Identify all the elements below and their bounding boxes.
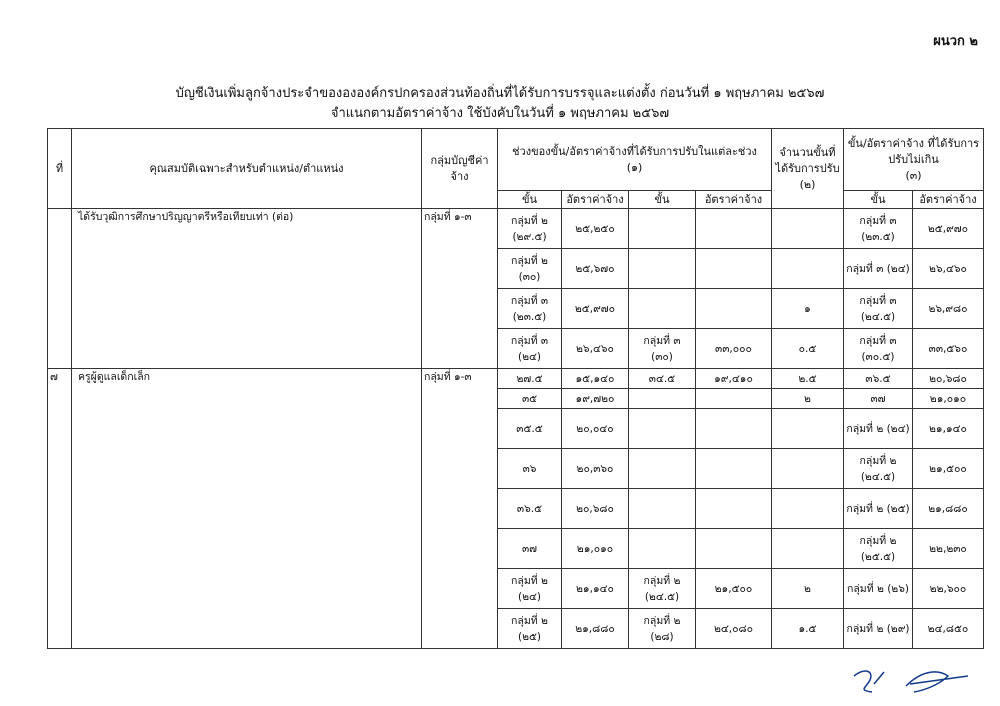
range-step-from: ๓๖ xyxy=(498,449,562,489)
max-rate: ๒๑,๐๑๐ xyxy=(913,389,984,409)
group-cell: กลุ่มที่ ๑-๓ xyxy=(422,369,498,649)
max-rate: ๒๒,๒๓๐ xyxy=(913,529,984,569)
range-rate-from: ๒๑,๑๔๐ xyxy=(562,569,629,609)
steps-adjusted: ๒ xyxy=(772,569,844,609)
range-rate-to: ๒๔,๐๘๐ xyxy=(696,609,772,649)
group-cell: กลุ่มที่ ๑-๓ xyxy=(422,209,498,369)
steps-adjusted: ๒ xyxy=(772,389,844,409)
steps-adjusted xyxy=(772,449,844,489)
range-rate-to xyxy=(696,389,772,409)
range-rate-to xyxy=(696,489,772,529)
range-rate-to: ๒๑,๕๐๐ xyxy=(696,569,772,609)
document-title: บัญชีเงินเพิ่มลูกจ้างประจำของององค์กรปกครองส่วนท้องถิ่นที่ได้รับการบรรจุและแต่งตั้ง ก่อนวันที่ ๑ พฤษภาคม ๒๕๖๗ xyxy=(175,86,825,101)
range-step-from: กลุ่มที่ ๓ (๒๔) xyxy=(498,329,562,369)
range-step-to: กลุ่มที่ ๓ (๓๐) xyxy=(629,329,696,369)
max-rate: ๒๕,๙๗๐ xyxy=(913,209,984,249)
max-step: กลุ่มที่ ๒ (๒๕.๕) xyxy=(844,529,913,569)
subheader-step: ขั้น xyxy=(498,191,562,209)
range-step-from: กลุ่มที่ ๒ (๒๕) xyxy=(498,609,562,649)
max-rate: ๒๑,๑๔๐ xyxy=(913,409,984,449)
steps-adjusted xyxy=(772,209,844,249)
max-rate: ๒๖,๙๘๐ xyxy=(913,289,984,329)
header-maxrate xyxy=(844,129,984,191)
range-rate-to xyxy=(696,449,772,489)
range-step-from: กลุ่มที่ ๒ (๒๙.๕) xyxy=(498,209,562,249)
max-rate: ๒๔,๘๕๐ xyxy=(913,609,984,649)
steps-adjusted: ๒.๕ xyxy=(772,369,844,389)
max-step: กลุ่มที่ ๒ (๒๔) xyxy=(844,409,913,449)
table-row xyxy=(48,369,984,389)
document-subtitle: จำแนกตามอัตราค่าจ้าง ใช้บังคับในวันที่ ๑ พฤษภาคม ๒๕๖๗ xyxy=(330,106,670,121)
header-no: ที่ xyxy=(48,129,72,209)
range-rate-from: ๒๐,๐๔๐ xyxy=(562,409,629,449)
header-range xyxy=(498,129,772,191)
max-step: กลุ่มที่ ๓ (๒๔.๕) xyxy=(844,289,913,329)
header-steps-label: จำนวนขั้นที่ได้รับการปรับ xyxy=(775,145,840,175)
range-step-to: กลุ่มที่ ๒ (๒๘) xyxy=(629,609,696,649)
range-rate-to xyxy=(696,289,772,329)
max-rate: ๒๖,๔๖๐ xyxy=(913,249,984,289)
range-step-from: กลุ่มที่ ๒ (๓๐) xyxy=(498,249,562,289)
range-rate-to xyxy=(696,209,772,249)
steps-adjusted xyxy=(772,409,844,449)
subheader-rate: อัตราค่าจ้าง xyxy=(913,191,984,209)
max-rate: ๒๑,๘๘๐ xyxy=(913,489,984,529)
max-rate: ๓๓,๕๖๐ xyxy=(913,329,984,369)
steps-adjusted xyxy=(772,249,844,289)
range-step-to xyxy=(629,249,696,289)
range-rate-to xyxy=(696,529,772,569)
range-step-to xyxy=(629,449,696,489)
header-maxrate-label: ขั้น/อัตราค่าจ้าง ที่ได้รับการปรับไม่เกิน xyxy=(847,136,980,166)
range-rate-from: ๒๕,๒๕๐ xyxy=(562,209,629,249)
qualification-cell: ครูผู้ดูแลเด็กเล็ก xyxy=(72,369,422,649)
range-step-to xyxy=(629,389,696,409)
table-row xyxy=(48,209,984,249)
range-step-from: กลุ่มที่ ๓ (๒๓.๕) xyxy=(498,289,562,329)
max-step: กลุ่มที่ ๒ (๒๙) xyxy=(844,609,913,649)
range-step-from: ๓๕ xyxy=(498,389,562,409)
subheader-step: ขั้น xyxy=(629,191,696,209)
max-step: กลุ่มที่ ๓ (๓๐.๕) xyxy=(844,329,913,369)
range-rate-from: ๒๐,๖๘๐ xyxy=(562,489,629,529)
max-step: กลุ่มที่ ๒ (๒๔.๕) xyxy=(844,449,913,489)
max-rate: ๒๑,๕๐๐ xyxy=(913,449,984,489)
range-rate-to: ๑๙,๔๑๐ xyxy=(696,369,772,389)
steps-adjusted: ๐.๕ xyxy=(772,329,844,369)
range-step-from: ๒๗.๕ xyxy=(498,369,562,389)
steps-adjusted xyxy=(772,529,844,569)
range-step-from: ๓๖.๕ xyxy=(498,489,562,529)
range-step-to xyxy=(629,289,696,329)
max-step: กลุ่มที่ ๒ (๒๕) xyxy=(844,489,913,529)
range-step-from: กลุ่มที่ ๒ (๒๔) xyxy=(498,569,562,609)
signature-mark xyxy=(850,662,980,702)
range-rate-to xyxy=(696,409,772,449)
annex-label: ผนวก ๒ xyxy=(933,34,978,49)
steps-adjusted: ๑ xyxy=(772,289,844,329)
header-range-label: ช่วงของขั้น/อัตราค่าจ้างที่ได้รับการปรับในแต่ละช่วง xyxy=(512,144,757,158)
range-rate-from: ๒๕,๖๗๐ xyxy=(562,249,629,289)
max-step: ๓๖.๕ xyxy=(844,369,913,389)
range-rate-from: ๑๕,๑๔๐ xyxy=(562,369,629,389)
range-rate-from: ๒๕,๙๗๐ xyxy=(562,289,629,329)
max-step: กลุ่มที่ ๒ (๒๖) xyxy=(844,569,913,609)
header-qualification: คุณสมบัติเฉพาะสำหรับตำแหน่ง/ตำแหน่ง xyxy=(72,129,422,209)
header-range-number: (๑) xyxy=(626,160,643,174)
max-rate: ๒๐,๖๘๐ xyxy=(913,369,984,389)
range-step-from: ๓๕.๕ xyxy=(498,409,562,449)
wage-table xyxy=(47,128,984,649)
range-step-to: ๓๔.๕ xyxy=(629,369,696,389)
range-rate-from: ๒๑,๐๑๐ xyxy=(562,529,629,569)
range-step-to xyxy=(629,209,696,249)
subheader-rate: อัตราค่าจ้าง xyxy=(562,191,629,209)
range-step-to xyxy=(629,409,696,449)
header-group: กลุ่มบัญชีค่าจ้าง xyxy=(422,129,498,209)
row-number: ๗ xyxy=(48,369,72,649)
range-rate-from: ๑๙,๗๒๐ xyxy=(562,389,629,409)
max-rate: ๒๒,๖๐๐ xyxy=(913,569,984,609)
range-step-to xyxy=(629,489,696,529)
range-rate-from: ๒๑,๘๘๐ xyxy=(562,609,629,649)
range-rate-to xyxy=(696,249,772,289)
range-step-to: กลุ่มที่ ๒ (๒๔.๕) xyxy=(629,569,696,609)
qualification-cell: ได้รับวุฒิการศึกษาปริญญาตรีหรือเทียบเท่า (ต่อ) xyxy=(72,209,422,369)
range-rate-from: ๒๐,๓๖๐ xyxy=(562,449,629,489)
header-maxrate-number: (๓) xyxy=(905,168,922,182)
subheader-step: ขั้น xyxy=(844,191,913,209)
row-number xyxy=(48,209,72,369)
header-steps xyxy=(772,129,844,209)
range-rate-from: ๒๖,๔๖๐ xyxy=(562,329,629,369)
max-step: กลุ่มที่ ๓ (๒๔) xyxy=(844,249,913,289)
header-steps-number: (๒) xyxy=(799,177,816,191)
steps-adjusted: ๑.๕ xyxy=(772,609,844,649)
range-step-to xyxy=(629,529,696,569)
max-step: ๓๗ xyxy=(844,389,913,409)
steps-adjusted xyxy=(772,489,844,529)
subheader-rate: อัตราค่าจ้าง xyxy=(696,191,772,209)
table-body xyxy=(48,209,984,649)
max-step: กลุ่มที่ ๓ (๒๓.๕) xyxy=(844,209,913,249)
range-rate-to: ๓๓,๐๐๐ xyxy=(696,329,772,369)
range-step-from: ๓๗ xyxy=(498,529,562,569)
